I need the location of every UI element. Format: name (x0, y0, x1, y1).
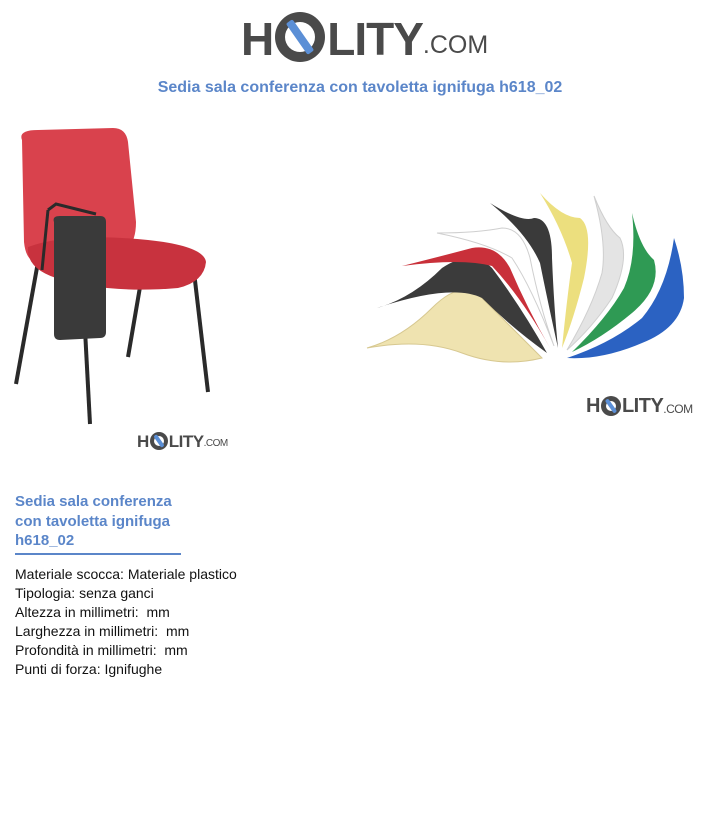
logo-o-icon (150, 432, 168, 450)
spec-value: Materiale plastico (123, 566, 237, 582)
divider (15, 553, 181, 555)
spec-label: Materiale scocca: (15, 566, 124, 582)
spec-label: Punti di forza: (15, 661, 101, 677)
spec-row (15, 565, 237, 584)
logo-o-icon (275, 12, 325, 62)
holity-logo[interactable] (241, 12, 489, 65)
spec-value: mm (156, 642, 188, 658)
spec-value: mm (158, 623, 190, 639)
product-name-line: h618_02 (15, 532, 75, 549)
spec-list (15, 565, 237, 679)
chair-shells-image (362, 188, 692, 378)
spec-value: senza ganci (75, 585, 154, 601)
spec-label: Altezza in millimetri: (15, 604, 139, 620)
spec-row (15, 603, 237, 622)
logo-domain: .COM (422, 31, 489, 59)
spec-label: Larghezza in millimetri: (15, 623, 159, 639)
page-title: Sedia sala conferenza con tavoletta ignifuga h618_02 (157, 79, 563, 96)
spec-row (15, 641, 237, 660)
product-name (15, 492, 195, 551)
spec-row (15, 660, 237, 679)
chair-image (8, 122, 238, 432)
spec-label: Profondità in millimetri: (15, 642, 157, 658)
logo-lity: LITY (327, 13, 423, 65)
spec-label: Tipologia: (15, 585, 76, 601)
product-name-line: con tavoletta ignifuga (15, 512, 171, 530)
shells-image-logo: H LITY .COM (586, 395, 693, 417)
spec-value: Ignifughe (100, 661, 163, 677)
logo-letter-h: H (241, 13, 274, 65)
product-name-line: Sedia sala conferenza (15, 493, 172, 510)
chair-image-logo: H LITY .COM (137, 432, 228, 451)
logo-o-icon (601, 396, 621, 416)
spec-row (15, 622, 237, 641)
spec-row (15, 584, 237, 603)
spec-value: mm (138, 604, 170, 620)
